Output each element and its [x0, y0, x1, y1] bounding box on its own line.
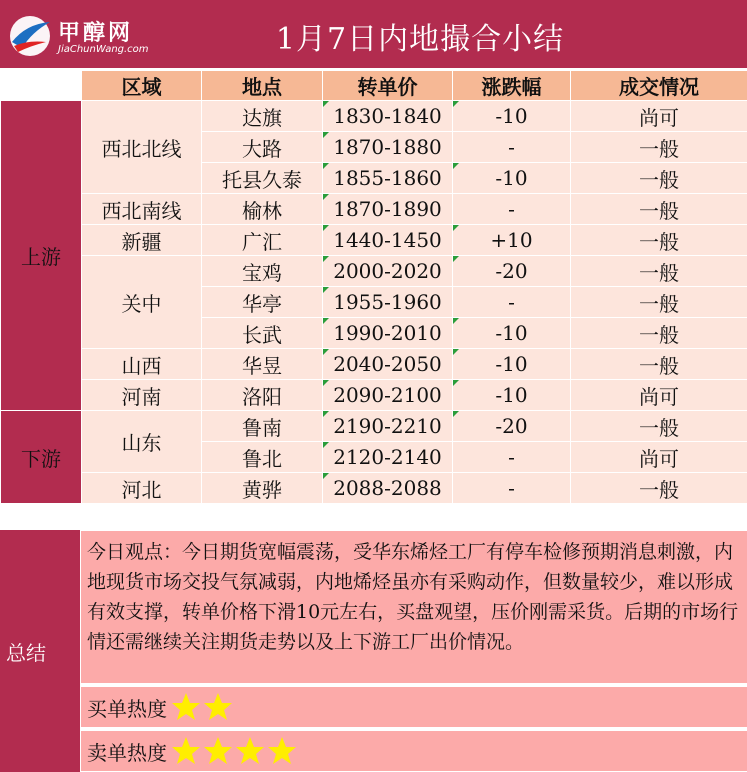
status-cell-text: 尚可 [639, 105, 679, 130]
status-cell [571, 225, 747, 256]
change-cell-text: - [508, 445, 515, 469]
change-cell-text: -20 [495, 259, 528, 283]
table-row [1, 380, 747, 411]
place-cell [202, 194, 323, 225]
cell-comment-marker-icon [323, 101, 329, 107]
place-cell-text: 宝鸡 [242, 260, 282, 285]
change-cell-text: -10 [495, 352, 528, 376]
place-cell-text: 黄骅 [242, 477, 282, 502]
change-cell [453, 349, 571, 380]
area-label: 河南 [82, 380, 202, 411]
change-cell [453, 473, 571, 504]
change-cell-text: - [508, 197, 515, 221]
table-header-row [1, 71, 747, 101]
change-cell [453, 411, 571, 442]
buy-heat-stars [171, 692, 235, 722]
area-label: 山西 [82, 349, 202, 380]
place-cell [202, 132, 323, 163]
price-cell-text: 1870-1890 [333, 197, 442, 221]
status-cell-text: 尚可 [639, 384, 679, 409]
change-cell-text: -20 [495, 414, 528, 438]
price-cell-text: 1830-1840 [333, 104, 442, 128]
status-cell-text: 一般 [639, 229, 679, 254]
change-cell [453, 163, 571, 194]
logo [6, 8, 156, 64]
summary-text: 今日观点：今日期货宽幅震荡，受华东烯烃工厂有停车检修预期消息刺激，内地现货市场交投气氛减弱，内地烯烃虽亦有采购动作，但数量较少，难以形成有效支撑，转单价格下滑10元左右，买盘观望，压价刚需采货。后期的市场行情还需继续关注期货走势以及上下游工厂出价情况。 [81, 531, 747, 683]
sell-heat-row [81, 731, 747, 771]
price-cell [323, 225, 453, 256]
change-cell-text: -10 [495, 383, 528, 407]
cell-comment-marker-icon [323, 225, 329, 231]
place-cell-text: 广汇 [242, 229, 282, 254]
area-label: 关中 [82, 256, 202, 349]
area-label: 山东 [82, 411, 202, 473]
area-label: 西北南线 [82, 194, 202, 225]
sell-heat-stars [171, 736, 299, 766]
place-cell-text: 鲁南 [242, 415, 282, 440]
area-label: 西北北线 [82, 101, 202, 194]
price-cell-text: 2190-2210 [333, 414, 442, 438]
group-label: 上游 [1, 101, 82, 411]
column-header-region: 区域 [82, 71, 202, 101]
change-cell-text: - [508, 476, 515, 500]
price-cell [323, 132, 453, 163]
change-cell [453, 101, 571, 132]
buy-heat-row [81, 687, 747, 727]
logo-swoosh-icon [6, 12, 54, 60]
place-cell-text: 托县久泰 [222, 167, 302, 192]
sell-heat-label: 卖单热度 [87, 740, 167, 765]
cell-comment-marker-icon [453, 349, 459, 355]
star-icon [203, 736, 233, 766]
place-cell [202, 380, 323, 411]
place-cell [202, 287, 323, 318]
status-cell-text: 一般 [639, 322, 679, 347]
cell-comment-marker-icon [453, 101, 459, 107]
cell-comment-marker-icon [453, 318, 459, 324]
status-cell-text: 尚可 [639, 446, 679, 471]
status-cell [571, 411, 747, 442]
status-cell-text: 一般 [639, 353, 679, 378]
table-row [1, 473, 747, 504]
cell-comment-marker-icon [453, 225, 459, 231]
price-cell [323, 163, 453, 194]
price-cell-text: 2040-2050 [333, 352, 442, 376]
cell-comment-marker-icon [323, 256, 329, 262]
change-cell-text: - [508, 290, 515, 314]
status-cell [571, 380, 747, 411]
price-cell-text: 2120-2140 [333, 445, 442, 469]
cell-comment-marker-icon [453, 163, 459, 169]
cell-comment-marker-icon [453, 256, 459, 262]
header-blank-cell [1, 71, 82, 101]
area-label: 河北 [82, 473, 202, 504]
place-cell [202, 163, 323, 194]
cell-comment-marker-icon [323, 349, 329, 355]
cell-comment-marker-icon [453, 411, 459, 417]
table-row [1, 194, 747, 225]
status-cell [571, 442, 747, 473]
change-cell [453, 256, 571, 287]
column-header-status: 成交情况 [571, 71, 747, 101]
status-cell [571, 163, 747, 194]
price-cell-text: 1855-1860 [333, 166, 442, 190]
price-cell-text: 1955-1960 [333, 290, 442, 314]
price-cell [323, 101, 453, 132]
change-cell [453, 225, 571, 256]
status-cell-text: 一般 [639, 136, 679, 161]
status-cell-text: 一般 [639, 198, 679, 223]
table-row [1, 256, 747, 287]
star-icon [203, 692, 233, 722]
table-body [1, 101, 747, 504]
cell-comment-marker-icon [323, 318, 329, 324]
star-icon [235, 736, 265, 766]
status-cell [571, 132, 747, 163]
price-cell [323, 442, 453, 473]
change-cell-text: -10 [495, 321, 528, 345]
status-cell [571, 101, 747, 132]
logo-brand-text: 甲醇网 [58, 20, 134, 46]
place-cell-text: 达旗 [242, 105, 282, 130]
place-cell-text: 长武 [242, 322, 282, 347]
price-cell-text: 2088-2088 [333, 476, 442, 500]
price-cell-text: 1990-2010 [333, 321, 442, 345]
status-cell-text: 一般 [639, 291, 679, 316]
change-cell-text: -10 [495, 166, 528, 190]
change-cell-text: - [508, 135, 515, 159]
status-cell-text: 一般 [639, 167, 679, 192]
cell-comment-marker-icon [323, 380, 329, 386]
column-header-price: 转单价 [323, 71, 453, 101]
status-cell [571, 194, 747, 225]
cell-comment-marker-icon [323, 411, 329, 417]
table-row [1, 349, 747, 380]
status-cell-text: 一般 [639, 477, 679, 502]
change-cell [453, 380, 571, 411]
place-cell-text: 鲁北 [242, 446, 282, 471]
price-cell [323, 318, 453, 349]
change-cell-text: +10 [490, 228, 533, 252]
price-cell [323, 287, 453, 318]
header-banner [0, 0, 747, 70]
status-cell-text: 一般 [639, 260, 679, 285]
place-cell-text: 华亭 [242, 291, 282, 316]
change-cell [453, 194, 571, 225]
place-cell [202, 318, 323, 349]
price-cell [323, 411, 453, 442]
cell-comment-marker-icon [323, 287, 329, 293]
place-cell [202, 349, 323, 380]
buy-heat-label: 买单热度 [87, 696, 167, 721]
place-cell [202, 256, 323, 287]
place-cell [202, 442, 323, 473]
cell-comment-marker-icon [323, 163, 329, 169]
star-icon [171, 692, 201, 722]
group-label: 下游 [1, 411, 82, 504]
price-cell-text: 1870-1880 [333, 135, 442, 159]
table-row [1, 225, 747, 256]
logo-url-text: JiaChunWang.com [58, 44, 149, 55]
column-header-change: 涨跌幅 [453, 71, 571, 101]
table-row [1, 101, 747, 132]
price-cell [323, 473, 453, 504]
cell-comment-marker-icon [323, 194, 329, 200]
cell-comment-marker-icon [323, 442, 329, 448]
place-cell-text: 榆林 [242, 198, 282, 223]
status-cell [571, 318, 747, 349]
place-cell [202, 225, 323, 256]
star-icon [171, 736, 201, 766]
price-cell [323, 256, 453, 287]
place-cell [202, 411, 323, 442]
status-cell-text: 一般 [639, 415, 679, 440]
place-cell [202, 473, 323, 504]
change-cell-text: -10 [495, 104, 528, 128]
price-cell [323, 194, 453, 225]
cell-comment-marker-icon [323, 473, 329, 479]
price-table [0, 70, 747, 504]
change-cell [453, 442, 571, 473]
cell-comment-marker-icon [453, 380, 459, 386]
status-cell [571, 349, 747, 380]
place-cell-text: 华昱 [242, 353, 282, 378]
cell-comment-marker-icon [323, 132, 329, 138]
status-cell [571, 256, 747, 287]
page-title: 1月7日内地撮合小结 [275, 22, 565, 57]
summary-label: 总结 [0, 530, 80, 772]
price-cell [323, 380, 453, 411]
area-label: 新疆 [82, 225, 202, 256]
status-cell [571, 287, 747, 318]
change-cell [453, 287, 571, 318]
change-cell [453, 132, 571, 163]
status-cell [571, 473, 747, 504]
column-header-place: 地点 [202, 71, 323, 101]
place-cell [202, 101, 323, 132]
place-cell-text: 洛阳 [242, 384, 282, 409]
price-cell-text: 1440-1450 [333, 228, 442, 252]
price-cell-text: 2090-2100 [333, 383, 442, 407]
price-cell [323, 349, 453, 380]
table-row [1, 411, 747, 442]
star-icon [267, 736, 297, 766]
change-cell [453, 318, 571, 349]
price-cell-text: 2000-2020 [333, 259, 442, 283]
place-cell-text: 大路 [242, 136, 282, 161]
